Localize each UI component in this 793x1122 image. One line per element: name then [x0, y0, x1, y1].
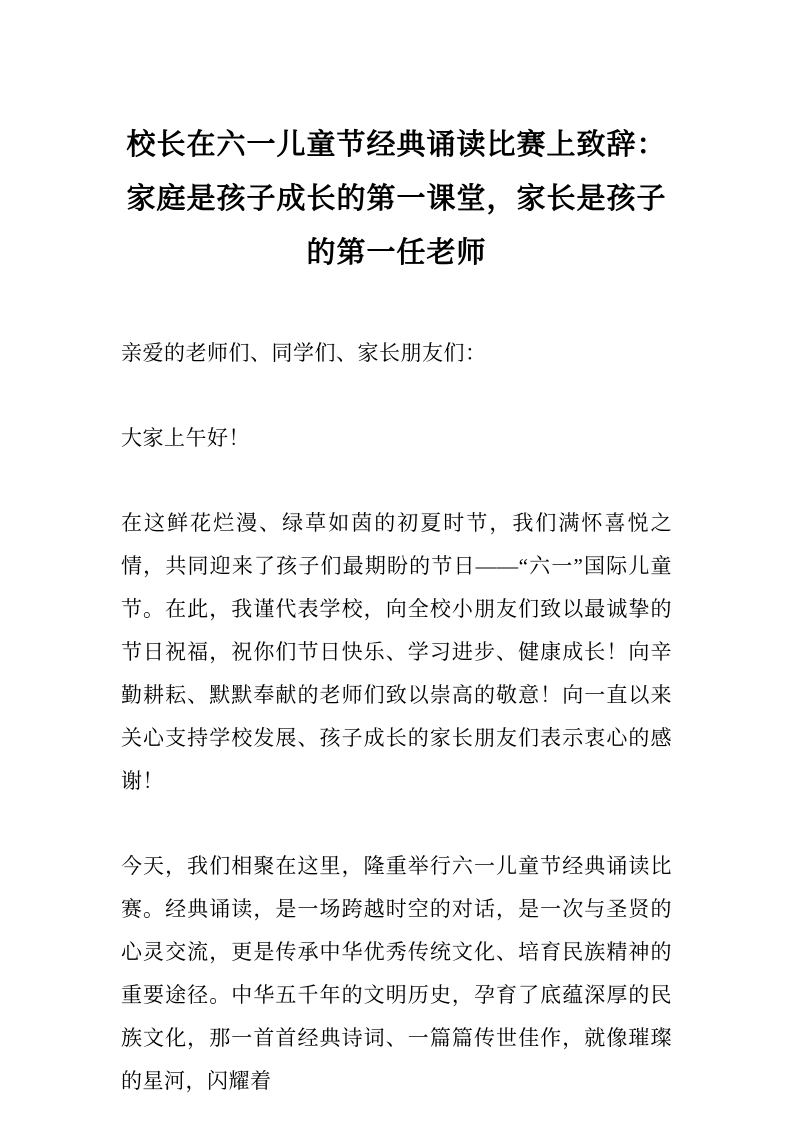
paragraph-festival-wishes: 在这鲜花烂漫、绿草如茵的初夏时节，我们满怀喜悦之情，共同迎来了孩子们最期盼的节日——“六一”国际儿童节。在此，我谨代表学校，向全校小朋友们致以最诚挚的节日祝福，祝你们节日快乐、学习进步、健康成长！向辛勤耕耘、默默奉献的老师们致以崇高的敬意！向一直以来关心支持学校发展、孩子成长的家长朋友们表示衷心的感谢！: [121, 511, 672, 793]
paragraph-salutation: 亲爱的老师们、同学们、家长朋友们：: [121, 341, 487, 365]
document-body: [121, 332, 672, 1103]
document-title: 校长在六一儿童节经典诵读比赛上致辞：家庭是孩子成长的第一课堂，家长是孩子的第一任老师: [126, 129, 667, 269]
paragraph-greeting: 大家上午好！: [121, 426, 250, 450]
paragraph-recitation-intro: 今天，我们相聚在这里，隆重举行六一儿童节经典诵读比赛。经典诵读，是一场跨越时空的对话，是一次与圣贤的心灵交流，更是传承中华优秀传统文化、培育民族精神的重要途径。中华五千年的文明历史，孕育了底蕴深厚的民族文化，那一首首经典诗词、一篇篇传世佳作，就像璀璨的星河，闪耀着: [121, 854, 672, 1093]
